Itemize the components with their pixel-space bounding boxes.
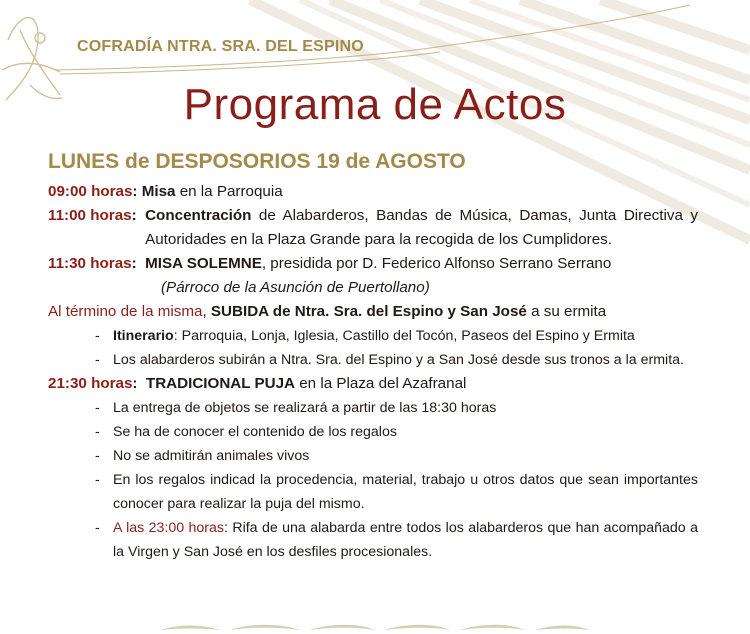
list-item: - Se ha de conocer el contenido de los regalos xyxy=(95,424,397,440)
list-item: - En los regalos indicad la procedencia, material, trabajo u otros datos que sean importantes conocer para realizar la puja del mismo. xyxy=(95,472,698,512)
event-intro: Al término de la misma xyxy=(48,303,203,320)
event-description: Concentración de Alabarderos, Bandas de Música, Damas, Junta Directiva y Autoridades en la Plaza Grande para la recogida de los Cumplidores. xyxy=(145,207,698,248)
page-title: Programa de Actos xyxy=(183,80,567,129)
list-item: - Itinerario: Parroquia, Lonja, Iglesia, Castillo del Tocón, Paseos del Espino y Ermita xyxy=(95,328,635,344)
day-heading: LUNES de DESPOSORIOS 19 de AGOSTO xyxy=(48,150,466,173)
event-note: (Párroco de la Asunción de Puertollano) xyxy=(161,279,430,296)
event-subida: Al término de la misma, SUBIDA de Ntra. Sra. del Espino y San José a su ermita xyxy=(48,303,607,320)
event-2130 xyxy=(48,372,698,396)
schedule xyxy=(48,180,698,564)
list-item: - No se admitirán animales vivos xyxy=(95,448,310,464)
subida-list xyxy=(48,324,698,372)
list-item-raffle: - A las 23:00 horas: Rifa de una alabarda entre todos los alabarderos que han acompañado a la Virgen y San José en los desfiles procesionales. xyxy=(95,520,698,560)
event-time: 11:30 horas: xyxy=(48,255,146,272)
event-time: 11:00 horas: xyxy=(48,207,146,224)
event-time: 21:30 horas: xyxy=(48,375,146,392)
organization-name: COFRADÍA NTRA. SRA. DEL ESPINO xyxy=(77,38,364,55)
event-time: 09:00 horas: xyxy=(48,183,142,200)
event-0900 xyxy=(48,180,698,204)
event-description: Misa en la Parroquia xyxy=(141,183,283,200)
bottom-ornament xyxy=(160,620,590,634)
event-description: TRADICIONAL PUJA en la Plaza del Azafranal xyxy=(145,375,467,392)
event-1130 xyxy=(48,252,698,276)
list-item: - Los alabarderos subirán a Ntra. Sra. del Espino y a San José desde sus tronos a la ermita. xyxy=(95,352,684,368)
list-item: - La entrega de objetos se realizará a partir de las 18:30 horas xyxy=(95,400,497,416)
event-description: MISA SOLEMNE, presidida por D. Federico Alfonso Serrano Serrano xyxy=(145,255,612,272)
event-lead: SUBIDA de Ntra. Sra. del Espino y San José xyxy=(210,303,527,320)
event-1100 xyxy=(48,204,698,252)
puja-list xyxy=(48,396,698,564)
